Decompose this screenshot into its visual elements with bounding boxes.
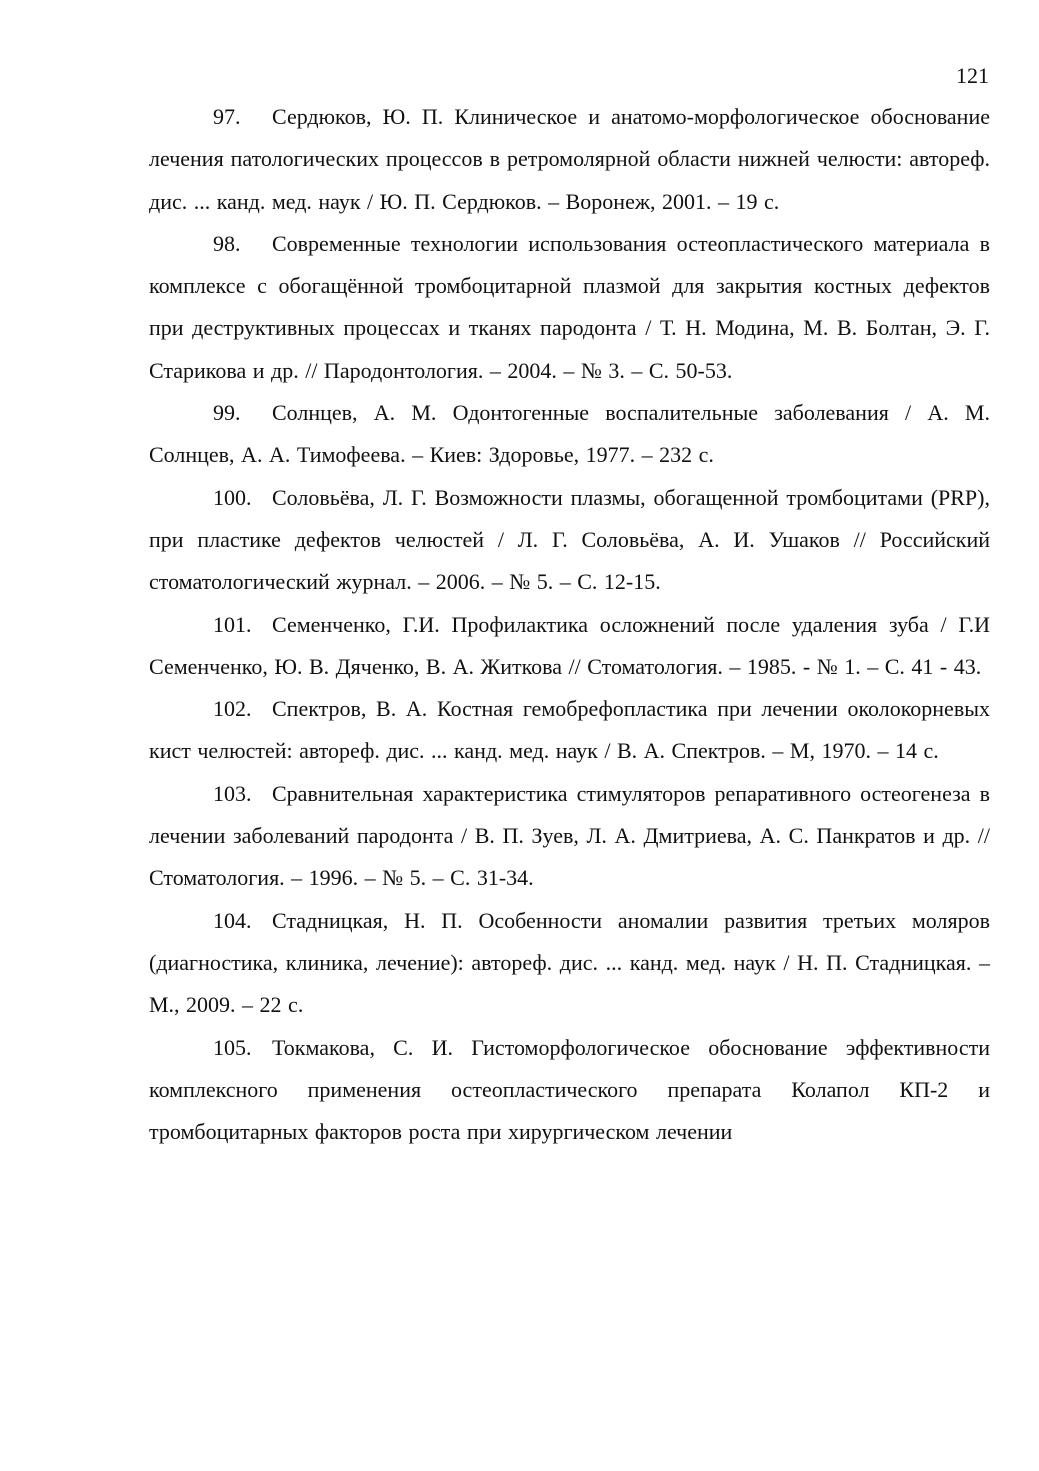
reference-item (149, 223, 990, 392)
reference-item (149, 477, 990, 604)
reference-number: 98. (213, 230, 241, 256)
reference-number: 102. (213, 696, 252, 722)
reference-number: 103. (213, 780, 252, 806)
reference-text: Токмакова, С. И. Гистоморфологическое обоснование эффективности комплексного применения остеопластического препарата Колапол КП-2 и тромбоцитарных факторов роста при хирургическом лечении (149, 1034, 990, 1145)
reference-number: 99. (213, 400, 241, 426)
reference-item (149, 688, 990, 773)
reference-text: Соловьёва, Л. Г. Возможности плазмы, обогащенной тромбоцитами (PRP), при пластике дефектов челюстей / Л. Г. Соловьёва, А. И. Ушаков // Российский стоматологический журнал. – 2006. – № 5. – С. 12-15. (149, 484, 990, 595)
reference-text: Сравнительная характеристика стимуляторов репаративного остеогенеза в лечении заболеваний пародонта / В. П. Зуев, Л. А. Дмитриева, А. С. Панкратов и др. // Стоматология. – 1996. – № 5. – С. 31-34. (149, 780, 990, 891)
reference-number: 101. (213, 611, 252, 637)
reference-text: Стадницкая, Н. П. Особенности аномалии развития третьих моляров (диагностика, клиника, лечение): автореф. дис. ... канд. мед. наук / Н. П. Стадницкая. – М., 2009. – 22 с. (149, 907, 990, 1018)
reference-text: Семенченко, Г.И. Профилактика осложнений после удаления зуба / Г.И Семенченко, Ю. В. Дяченко, В. А. Житкова // Стоматология. – 1985. - № 1. – С. 41 - 43. (149, 611, 990, 679)
reference-item (149, 773, 990, 900)
reference-item (149, 392, 990, 477)
reference-item (149, 900, 990, 1027)
reference-number: 104. (213, 907, 252, 933)
reference-number: 97. (213, 104, 241, 129)
reference-list (149, 96, 990, 1153)
reference-number: 105. (213, 1034, 252, 1060)
reference-text: Сердюков, Ю. П. Клиническое и анатомо-морфологическое обоснование лечения патологических процессов в ретромолярной области нижней челюсти: автореф. дис. ... канд. мед. наук / Ю. П. Сердюков. – Воронеж, 2001. – 19 с. (149, 104, 990, 214)
reference-text: Спектров, В. А. Костная гемобрефопластика при лечении околокорневых кист челюстей: автореф. дис. ... канд. мед. наук / В. А. Спектров. – М, 1970. – 14 с. (149, 696, 990, 764)
reference-item (149, 1027, 990, 1154)
page-number: 121 (956, 63, 989, 88)
reference-text: Современные технологии использования остеопластического материала в комплексе с обогащённой тромбоцитарной плазмой для закрытия костных дефектов при деструктивных процессах и тканях пародонта / Т. Н. Модина, М. В. Болтан, Э. Г. Старикова и др. // Пародонтология. – 2004. – № 3. – С. 50-53. (149, 230, 990, 383)
reference-item (149, 604, 990, 689)
reference-item (149, 96, 990, 223)
reference-number: 100. (213, 484, 252, 510)
reference-text: Солнцев, А. М. Одонтогенные воспалительные заболевания / А. М. Солнцев, А. А. Тимофеева. – Киев: Здоровье, 1977. – 232 с. (149, 400, 990, 468)
